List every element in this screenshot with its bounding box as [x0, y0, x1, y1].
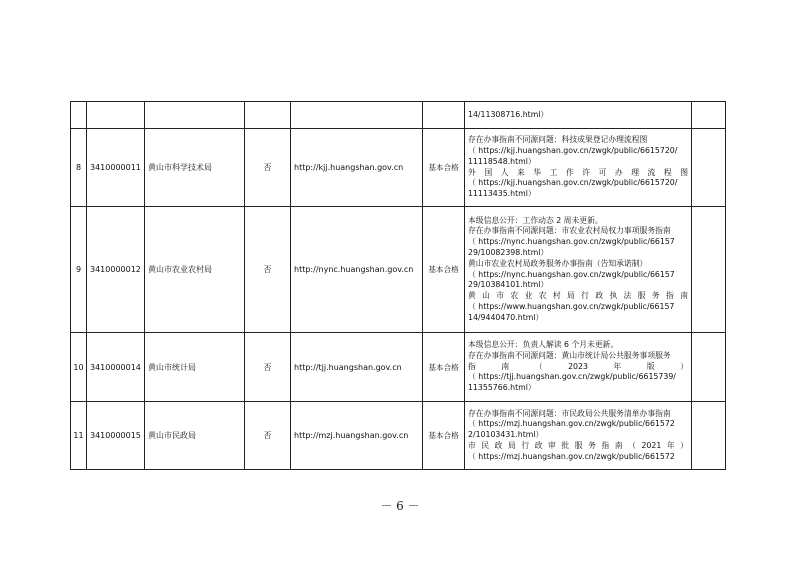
note-line: （ https://kjj.huangshan.gov.cn/zwgk/public/6615720/ — [468, 145, 678, 155]
remarks-cell — [692, 402, 726, 470]
row-index: 10 — [71, 333, 87, 402]
remarks-cell — [692, 333, 726, 402]
note-line: （ https://www.huangshan.gov.cn/zwgk/public/66157 — [468, 301, 675, 311]
site-url — [291, 102, 423, 129]
result-cell: 基本合格 — [423, 333, 465, 402]
flag-cell: 否 — [245, 333, 291, 402]
notes-cell — [465, 402, 692, 470]
site-code: 3410000012 — [87, 207, 145, 333]
inspection-table — [70, 101, 726, 470]
note-line: （ https://nync.huangshan.gov.cn/zwgk/public/66157 — [468, 269, 675, 279]
agency-name: 黄山市统计局 — [145, 333, 245, 402]
note-line: 14/11308716.html） — [468, 109, 549, 119]
row-index: 11 — [71, 402, 87, 470]
page-number: － 6 － — [380, 499, 420, 513]
note-line: 存在办事指南不同源问题：市农业农村局权力事项服务指南 — [468, 226, 671, 236]
remarks-cell — [692, 207, 726, 333]
result-cell: 基本合格 — [423, 207, 465, 333]
flag-cell: 否 — [245, 129, 291, 207]
site-code: 3410000011 — [87, 129, 145, 207]
note-line: （ https://nync.huangshan.gov.cn/zwgk/public/66157 — [468, 237, 675, 247]
result-cell: 基本合格 — [423, 129, 465, 207]
note-line: 11118548.html） — [468, 156, 536, 166]
note-line: （ https://mzj.huangshan.gov.cn/zwgk/public/661572 — [468, 419, 675, 429]
note-line: 本级信息公开：负责人解读 6 个月未更新。 — [468, 340, 619, 349]
table-row — [71, 333, 726, 402]
notes-cell — [465, 333, 692, 402]
row-index: 8 — [71, 129, 87, 207]
row-index: 9 — [71, 207, 87, 333]
note-line: 存在办事指南不同源问题：市民政局公共服务清单办事指南 — [468, 408, 671, 418]
notes-cell — [465, 102, 692, 129]
remarks-cell — [692, 102, 726, 129]
agency-name: 黄山市科学技术局 — [145, 129, 245, 207]
site-code: 3410000015 — [87, 402, 145, 470]
notes-cell — [465, 207, 692, 333]
note-line: （ https://mzj.huangshan.gov.cn/zwgk/public/661572 — [468, 451, 675, 461]
note-line: 本级信息公开：工作动态 2 周未更新。 — [468, 215, 603, 225]
site-url: http://tjj.huangshan.gov.cn — [291, 333, 423, 402]
note-line: 11113435.html） — [468, 189, 536, 199]
table-row — [71, 402, 726, 470]
note-line: 存在办事指南不同源问题：黄山市统计局公共服务事项服务 — [468, 350, 671, 360]
agency-name: 黄山市农业农村局 — [145, 207, 245, 333]
table-row — [71, 207, 726, 333]
note-line: 市民政局行政审批服务指南（2021年） — [468, 440, 688, 450]
result-cell — [423, 102, 465, 129]
result-cell: 基本合格 — [423, 402, 465, 470]
agency-name — [145, 102, 245, 129]
note-line: 黄山市农业农村局政务服务办事指南（告知承诺制） — [468, 258, 648, 268]
note-line: 黄山市农业农村局行政执法服务指南 — [468, 291, 688, 301]
note-line: 11355766.html） — [468, 383, 536, 393]
table-row — [71, 129, 726, 207]
site-url: http://kjj.huangshan.gov.cn — [291, 129, 423, 207]
site-code — [87, 102, 145, 129]
agency-name: 黄山市民政局 — [145, 402, 245, 470]
site-url: http://mzj.huangshan.gov.cn — [291, 402, 423, 470]
row-index — [71, 102, 87, 129]
remarks-cell — [692, 129, 726, 207]
notes-cell — [465, 129, 692, 207]
note-line: 29/10082398.html） — [468, 247, 549, 257]
note-line: 2/10103431.html） — [468, 430, 544, 440]
flag-cell: 否 — [245, 207, 291, 333]
note-line: （ https://tjj.huangshan.gov.cn/zwgk/public/6615739/ — [468, 372, 676, 382]
note-line: 14/9440470.html） — [468, 312, 544, 322]
note-line: 指南（2023年版） — [468, 361, 688, 371]
note-line: （ https://kjj.huangshan.gov.cn/zwgk/public/6615720/ — [468, 178, 678, 188]
site-url: http://nync.huangshan.gov.cn — [291, 207, 423, 333]
note-line: 外国人来华工作许可办理流程图 — [468, 167, 688, 177]
flag-cell — [245, 102, 291, 129]
flag-cell: 否 — [245, 402, 291, 470]
table-row — [71, 102, 726, 129]
note-line: 存在办事指南不同源问题：科技成果登记办理流程图 — [468, 135, 648, 145]
site-code: 3410000014 — [87, 333, 145, 402]
note-line: 29/10384101.html） — [468, 280, 549, 290]
